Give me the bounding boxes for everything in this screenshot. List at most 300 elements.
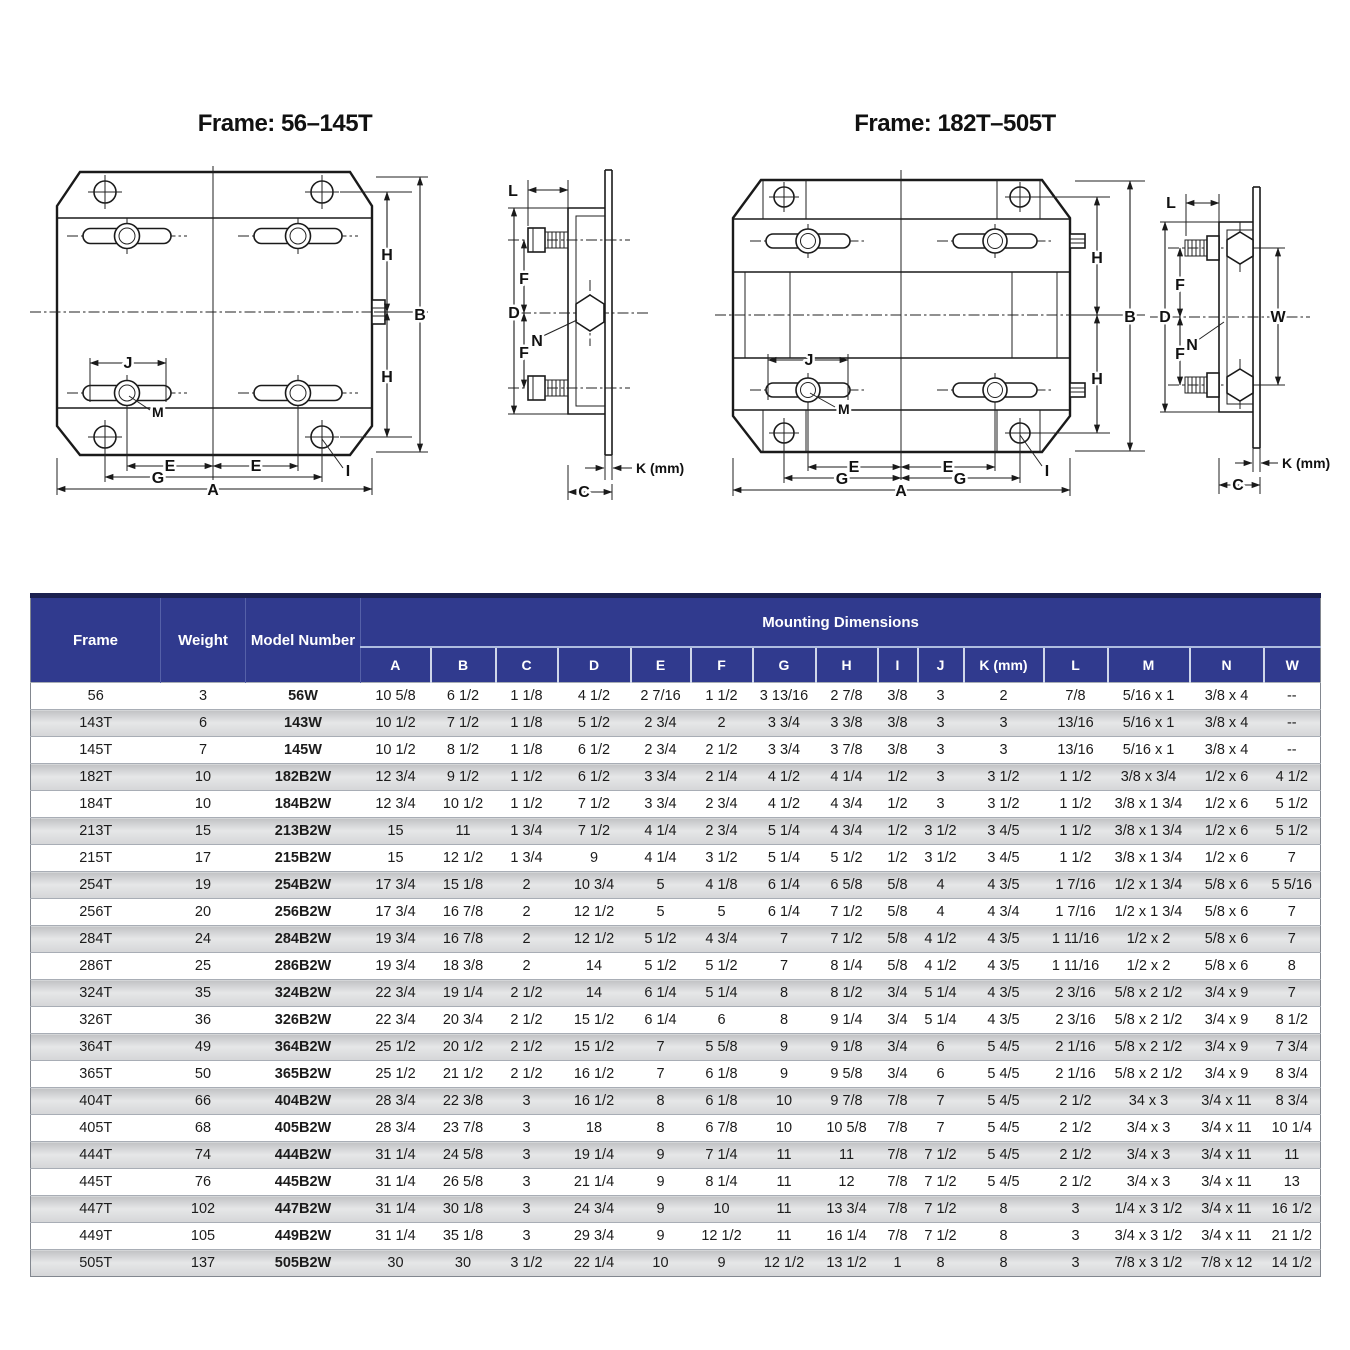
dim-cell: 3 3/4 (644, 769, 677, 785)
dim-cell: 8 (1287, 958, 1296, 974)
dim-cell: 5/16 x 1 (1122, 688, 1175, 704)
dim-cell: 1 1/2 (510, 769, 543, 785)
dim-cell: 14 (585, 985, 603, 1001)
dim-cell: 8 3/4 (1275, 1093, 1308, 1109)
dim-cell: 8 1/4 (705, 1174, 738, 1190)
dim-label-g-left: G (835, 471, 849, 488)
dim-cell: 9 1/8 (830, 1039, 863, 1055)
dim-cell: 2 7/16 (640, 688, 681, 704)
dim-cell: 1 7/16 (1055, 877, 1096, 893)
frame-cell: 182T (79, 769, 113, 785)
dim-cell: 10 1/2 (375, 715, 416, 731)
dim-cell: 5 1/2 (1275, 796, 1308, 812)
dim-label-l: L (1166, 195, 1176, 212)
dim-cell: 2 1/16 (1055, 1066, 1096, 1082)
dim-cell: 3/4 x 11 (1201, 1228, 1252, 1244)
dim-cell: 2 3/4 (705, 823, 738, 839)
model-cell: 215B2W (274, 850, 332, 866)
dim-cell: 10 (775, 1093, 793, 1109)
dim-label-w: W (1270, 309, 1286, 326)
dim-cell: 8 (779, 985, 789, 1001)
dim-cell: 1/2 x 6 (1204, 796, 1249, 812)
dim-cell: 1 (893, 1255, 902, 1271)
frame-column-header: Frame (31, 596, 161, 683)
dim-label-b: B (414, 307, 426, 324)
dim-cell: 7 1/2 (830, 904, 863, 920)
dim-cell: 7 (1287, 904, 1296, 920)
table-row (31, 1142, 1321, 1169)
dim-cell: 6 (936, 1039, 945, 1055)
dim-label-l: L (508, 183, 518, 200)
dim-cell: 3 (999, 715, 1008, 731)
dim-cell: 6 1/2 (577, 742, 611, 758)
model-cell: 143W (284, 715, 322, 731)
dim-col-header: L (1044, 647, 1108, 683)
dim-cell: 3/8 x 3/4 (1120, 769, 1177, 785)
dim-cell: 1/2 (887, 850, 908, 866)
dim-cell: 14 1/2 (1271, 1255, 1312, 1271)
dim-cell: 9 (779, 1066, 789, 1082)
dim-col-header: B (431, 647, 496, 683)
dim-cell: 4 3/5 (987, 1012, 1020, 1028)
dim-cell: 3/4 x 11 (1201, 1201, 1252, 1217)
dim-cell: 8 1/2 (446, 742, 480, 758)
dim-cell: 5 4/5 (987, 1120, 1020, 1136)
dim-cell: 3 (522, 1147, 531, 1163)
dim-cell: 3 (936, 796, 945, 812)
dim-cell: 3/4 x 11 (1201, 1174, 1252, 1190)
model-cell: 256B2W (274, 904, 332, 920)
dim-cell: 13 3/4 (826, 1201, 867, 1217)
dim-cell: 4 1/4 (830, 769, 863, 785)
weight-cell: 49 (194, 1039, 212, 1055)
dim-cell: 3 (936, 742, 945, 758)
dim-cell: 5 1/2 (705, 958, 738, 974)
dim-cell: 3 1/2 (924, 850, 957, 866)
dim-cell: 3/8 x 1 3/4 (1114, 823, 1183, 839)
dim-cell: 6 1/2 (446, 688, 480, 704)
weight-cell: 24 (194, 931, 212, 947)
dim-cell: 2 1/2 (510, 1039, 543, 1055)
dim-cell: 8 1/4 (830, 958, 863, 974)
dim-cell: 5 4/5 (987, 1174, 1020, 1190)
dim-col-header: N (1190, 647, 1264, 683)
model-cell: 444B2W (274, 1147, 332, 1163)
dim-cell: 5/8 x 6 (1204, 904, 1249, 920)
mounting-dimensions-table (30, 593, 1321, 1277)
dim-col-header: A (361, 647, 431, 683)
table-row (31, 899, 1321, 926)
dim-cell: 6 1/2 (577, 769, 611, 785)
dim-cell: 1/2 x 6 (1204, 850, 1249, 866)
dim-cell: 7/8 (887, 1174, 908, 1190)
dim-cell: 31 1/4 (375, 1147, 416, 1163)
frame-cell: 215T (79, 850, 113, 866)
dim-col-header: C (496, 647, 558, 683)
weight-cell: 3 (198, 688, 208, 704)
right-diagram-title: Frame: 182T–505T (854, 110, 1056, 137)
dim-cell: 7 1/2 (924, 1228, 957, 1244)
dim-cell: 5/8 (887, 904, 908, 920)
dim-label-f-upper: F (1175, 277, 1185, 294)
dim-cell: 12 3/4 (375, 796, 416, 812)
frame-cell: 145T (79, 742, 113, 758)
weight-cell: 17 (194, 850, 212, 866)
dim-cell: 2 1/2 (1059, 1147, 1092, 1163)
dim-cell: 2 (999, 688, 1008, 704)
frame-cell: 404T (79, 1093, 113, 1109)
dim-cell: 12 1/2 (573, 931, 615, 947)
dim-cell: 10 1/4 (1271, 1120, 1312, 1136)
table-row (31, 1196, 1321, 1223)
dim-cell: 3/4 x 11 (1201, 1147, 1252, 1163)
dim-label-f-lower: F (519, 345, 529, 362)
dim-label-i: I (1044, 463, 1050, 480)
dim-cell: 10 5/8 (826, 1120, 867, 1136)
dim-cell: 16 1/2 (1271, 1201, 1312, 1217)
dim-cell: 3 (522, 1120, 531, 1136)
dim-cell: 5/8 (887, 958, 908, 974)
dim-cell: 7 1/2 (830, 931, 863, 947)
dim-cell: 6 1/4 (644, 1012, 677, 1028)
dim-cell: 3/8 (887, 715, 908, 731)
dim-cell: 1/2 (887, 769, 908, 785)
dim-cell: 6 (936, 1066, 945, 1082)
dim-cell: 28 3/4 (375, 1093, 416, 1109)
dim-cell: 5/8 (887, 931, 908, 947)
right-top-view-diagram (715, 158, 1165, 512)
dim-cell: 2 3/16 (1055, 1012, 1096, 1028)
dim-cell: 19 3/4 (375, 931, 416, 947)
dim-cell: 7/8 (887, 1228, 908, 1244)
dim-cell: 4 1/2 (1275, 769, 1308, 785)
dim-cell: 4 3/5 (987, 877, 1020, 893)
dim-cell: 9 (589, 850, 599, 866)
dim-cell: 8 (999, 1201, 1008, 1217)
dim-cell: 15 1/2 (573, 1012, 615, 1028)
dim-col-header: E (631, 647, 691, 683)
dim-cell: 4 3/5 (987, 931, 1020, 947)
dim-cell: 4 1/8 (705, 877, 738, 893)
dim-cell: 5 1/4 (924, 1012, 957, 1028)
model-cell: 56W (288, 688, 318, 704)
frame-cell: 284T (79, 931, 113, 947)
dim-cell: 5 5/16 (1271, 877, 1312, 893)
dim-cell: 12 1/2 (763, 1255, 805, 1271)
dim-cell: 9 (656, 1228, 665, 1244)
dim-label-d: D (1159, 309, 1171, 326)
weight-cell: 10 (194, 796, 212, 812)
dim-cell: 5/8 x 2 1/2 (1114, 1012, 1183, 1028)
table-row (31, 1007, 1321, 1034)
left-top-view-diagram (30, 158, 475, 512)
weight-cell: 19 (194, 877, 212, 893)
dim-label-f-upper: F (519, 271, 529, 288)
dim-cell: 2 1/2 (705, 742, 738, 758)
frame-cell: 286T (79, 958, 113, 974)
dim-cell: -- (1286, 688, 1297, 704)
dim-cell: 19 1/4 (442, 985, 484, 1001)
dim-cell: 11 (776, 1174, 792, 1190)
dim-cell: 7 (936, 1093, 945, 1109)
dim-cell: 6 1/8 (705, 1066, 738, 1082)
dim-cell: 15 1/8 (442, 877, 484, 893)
model-cell: 447B2W (274, 1201, 332, 1217)
weight-cell: 20 (194, 904, 212, 920)
dim-label-d: D (508, 305, 520, 322)
dim-cell: 9 5/8 (830, 1066, 863, 1082)
dim-cell: 8 (779, 1012, 789, 1028)
dim-cell: 3 3/4 (767, 715, 801, 731)
dim-col-header: K (mm) (964, 647, 1044, 683)
dim-cell: 30 (387, 1255, 404, 1271)
dim-cell: 1 1/8 (510, 715, 543, 731)
dim-cell: 5 1/2 (644, 958, 677, 974)
dim-cell: 3 (999, 742, 1008, 758)
dim-cell: 3 1/2 (987, 769, 1020, 785)
dim-label-h-upper: H (1091, 250, 1103, 267)
dim-cell: 1/2 (887, 823, 908, 839)
dim-label-k: K (mm) (636, 460, 685, 476)
dim-cell: 6 1/4 (644, 985, 677, 1001)
dim-cell: 23 7/8 (442, 1120, 484, 1136)
dim-cell: 7 (779, 931, 789, 947)
dim-cell: 16 7/8 (442, 904, 484, 920)
dim-cell: 1 1/8 (510, 688, 543, 704)
weight-cell: 76 (194, 1174, 212, 1190)
dim-cell: 7 1/2 (577, 796, 611, 812)
dim-label-e-right: E (942, 459, 954, 476)
dim-col-header: W (1264, 647, 1321, 683)
dim-cell: 3 (522, 1093, 531, 1109)
dim-cell: 15 (387, 823, 404, 839)
dim-cell: 20 3/4 (442, 1012, 484, 1028)
dim-cell: 10 (713, 1201, 730, 1217)
dim-cell: 21 1/2 (442, 1066, 484, 1082)
dim-cell: 2 (522, 931, 531, 947)
dim-cell: 6 1/8 (705, 1093, 738, 1109)
dim-cell: 9 (717, 1255, 726, 1271)
dim-cell: 21 1/2 (1271, 1228, 1312, 1244)
dim-cell: 2 1/2 (1059, 1093, 1092, 1109)
dim-cell: 30 1/8 (442, 1201, 484, 1217)
dim-label-n: N (531, 333, 543, 350)
dim-label-a: A (895, 483, 907, 500)
dim-cell: 3/8 x 4 (1204, 688, 1249, 704)
dim-cell: 3 1/2 (510, 1255, 543, 1271)
dim-cell: 3/4 (887, 985, 908, 1001)
dim-cell: 31 1/4 (375, 1174, 416, 1190)
dim-col-header: I (878, 647, 918, 683)
dim-cell: 3 (1071, 1255, 1080, 1271)
dim-cell: 7/8 (887, 1093, 908, 1109)
weight-cell: 137 (190, 1255, 216, 1271)
frame-cell: 256T (79, 904, 113, 920)
dim-cell: 24 5/8 (442, 1147, 484, 1163)
dim-cell: 8 3/4 (1275, 1066, 1308, 1082)
dim-cell: -- (1286, 742, 1297, 758)
frame-cell: 56 (87, 688, 104, 704)
dim-cell: 3/4 x 3 (1126, 1174, 1171, 1190)
dim-cell: 1 1/2 (1059, 769, 1092, 785)
dim-cell: 2 3/4 (705, 796, 738, 812)
weight-cell: 36 (194, 1012, 212, 1028)
dim-cell: 5 1/2 (1275, 823, 1308, 839)
dim-label-g: G (151, 470, 165, 487)
dim-cell: 10 (652, 1255, 669, 1271)
dim-cell: 16 1/4 (826, 1228, 867, 1244)
dim-cell: 2 1/2 (1059, 1174, 1092, 1190)
dim-cell: 7 1/4 (705, 1147, 738, 1163)
dim-cell: 3 (522, 1201, 531, 1217)
dim-cell: 7 (779, 958, 789, 974)
dim-cell: 5 4/5 (987, 1066, 1020, 1082)
dim-cell: 5 1/4 (767, 823, 801, 839)
dim-cell: 12 1/2 (573, 904, 615, 920)
weight-cell: 74 (194, 1147, 212, 1163)
dim-cell: 1 1/2 (705, 688, 738, 704)
dim-cell: 3/4 x 9 (1204, 1066, 1249, 1082)
dim-cell: 4 3/4 (705, 931, 738, 947)
table-row (31, 737, 1321, 764)
table-row (31, 953, 1321, 980)
dim-cell: 12 1/2 (701, 1228, 742, 1244)
table-row (31, 1169, 1321, 1196)
dim-cell: 11 (776, 1147, 792, 1163)
dim-cell: 2 1/4 (705, 769, 738, 785)
dim-cell: 2 3/4 (644, 742, 677, 758)
dim-cell: 4 3/4 (830, 823, 863, 839)
dim-cell: 6 7/8 (705, 1120, 738, 1136)
dim-cell: 22 3/4 (375, 985, 416, 1001)
weight-cell: 6 (198, 715, 208, 731)
dim-cell: 1 1/8 (510, 742, 543, 758)
dim-cell: 5 (656, 904, 665, 920)
table-row (31, 1034, 1321, 1061)
frame-cell: 184T (79, 796, 113, 812)
dim-cell: 3/4 (887, 1066, 908, 1082)
dim-label-g-right: G (953, 471, 967, 488)
dim-cell: 13 1/2 (826, 1255, 867, 1271)
model-cell: 365B2W (274, 1066, 332, 1082)
dim-cell: 28 3/4 (375, 1120, 416, 1136)
dim-cell: 18 (585, 1120, 603, 1136)
dim-cell: 12 (838, 1174, 855, 1190)
dim-cell: 5 (656, 877, 665, 893)
dim-cell: 18 3/8 (442, 958, 484, 974)
weight-cell: 102 (190, 1201, 216, 1217)
dim-label-m: M (152, 404, 164, 420)
dim-col-header: D (558, 647, 631, 683)
dim-cell: 3 (522, 1174, 531, 1190)
dim-cell: 4 1/2 (767, 796, 801, 812)
dim-col-header: G (753, 647, 816, 683)
dim-cell: 8 (999, 1228, 1008, 1244)
dim-cell: 7 (1287, 931, 1296, 947)
dim-cell: 34 x 3 (1128, 1093, 1169, 1109)
dim-cell: 17 3/4 (375, 877, 416, 893)
dim-cell: 5 4/5 (987, 1147, 1020, 1163)
dim-cell: 1 1/2 (1059, 850, 1092, 866)
dim-cell: 26 5/8 (442, 1174, 484, 1190)
frame-cell: 254T (79, 877, 113, 893)
model-cell: 145W (284, 742, 322, 758)
dim-label-j: J (804, 352, 814, 369)
model-cell: 254B2W (274, 877, 332, 893)
frame-cell: 447T (79, 1201, 113, 1217)
frame-cell: 445T (79, 1174, 113, 1190)
dim-cell: 1 1/2 (510, 796, 543, 812)
dim-label-n: N (1186, 337, 1198, 354)
model-cell: 505B2W (274, 1255, 332, 1271)
frame-cell: 505T (79, 1255, 113, 1271)
dim-cell: 3/4 x 11 (1201, 1093, 1252, 1109)
table-row (31, 926, 1321, 953)
table-row (31, 872, 1321, 899)
dim-col-header: J (918, 647, 964, 683)
dim-cell: 4 1/2 (924, 931, 957, 947)
dim-cell: 22 1/4 (573, 1255, 615, 1271)
dim-cell: 3/8 (887, 688, 908, 704)
weight-cell: 66 (194, 1093, 212, 1109)
dim-label-i: I (345, 463, 351, 480)
dim-cell: 8 (936, 1255, 945, 1271)
dim-cell: 12 3/4 (375, 769, 416, 785)
weight-cell: 10 (194, 769, 212, 785)
weight-cell: 7 (198, 742, 208, 758)
dim-cell: 9 1/4 (830, 1012, 863, 1028)
dim-cell: 7 1/2 (577, 823, 611, 839)
dim-cell: 5 1/2 (644, 931, 677, 947)
dim-cell: 5/8 x 6 (1204, 958, 1249, 974)
dim-cell: 4 1/4 (644, 823, 677, 839)
dim-cell: 8 1/2 (1275, 1012, 1308, 1028)
weight-cell: 15 (194, 823, 212, 839)
table-row (31, 1223, 1321, 1250)
edge-tab (1070, 234, 1085, 248)
dim-cell: 1/4 x 3 1/2 (1114, 1201, 1183, 1217)
table-row (31, 980, 1321, 1007)
dim-cell: 31 1/4 (375, 1228, 416, 1244)
dim-cell: 10 1/2 (375, 742, 416, 758)
frame-cell: 324T (79, 985, 113, 1001)
table-row (31, 710, 1321, 737)
dim-cell: 6 (717, 1012, 726, 1028)
dim-cell: 17 3/4 (375, 904, 416, 920)
dim-cell: 9 (656, 1174, 665, 1190)
dim-cell: 7/8 (1065, 688, 1086, 704)
dim-cell: 5/8 x 2 1/2 (1114, 1039, 1183, 1055)
model-cell: 404B2W (274, 1093, 332, 1109)
weight-column-header: Weight (161, 596, 246, 683)
dim-cell: 3 (936, 769, 945, 785)
dim-cell: 2 1/2 (1059, 1120, 1092, 1136)
dim-cell: 1/2 x 2 (1126, 958, 1171, 974)
dim-cell: 3/4 x 3 (1126, 1147, 1171, 1163)
dim-cell: 2 7/8 (830, 688, 863, 704)
dim-cell: 22 3/8 (442, 1093, 484, 1109)
right-side-view-diagram (1150, 150, 1340, 515)
dim-cell: 11 (838, 1147, 855, 1163)
table-row (31, 764, 1321, 791)
dim-cell: 5/8 x 2 1/2 (1114, 985, 1183, 1001)
dim-cell: 7 3/4 (1275, 1039, 1308, 1055)
dim-cell: 25 1/2 (375, 1066, 416, 1082)
dim-cell: 30 (454, 1255, 472, 1271)
table-row (31, 1061, 1321, 1088)
dim-cell: 10 1/2 (442, 796, 484, 812)
model-cell: 364B2W (274, 1039, 332, 1055)
